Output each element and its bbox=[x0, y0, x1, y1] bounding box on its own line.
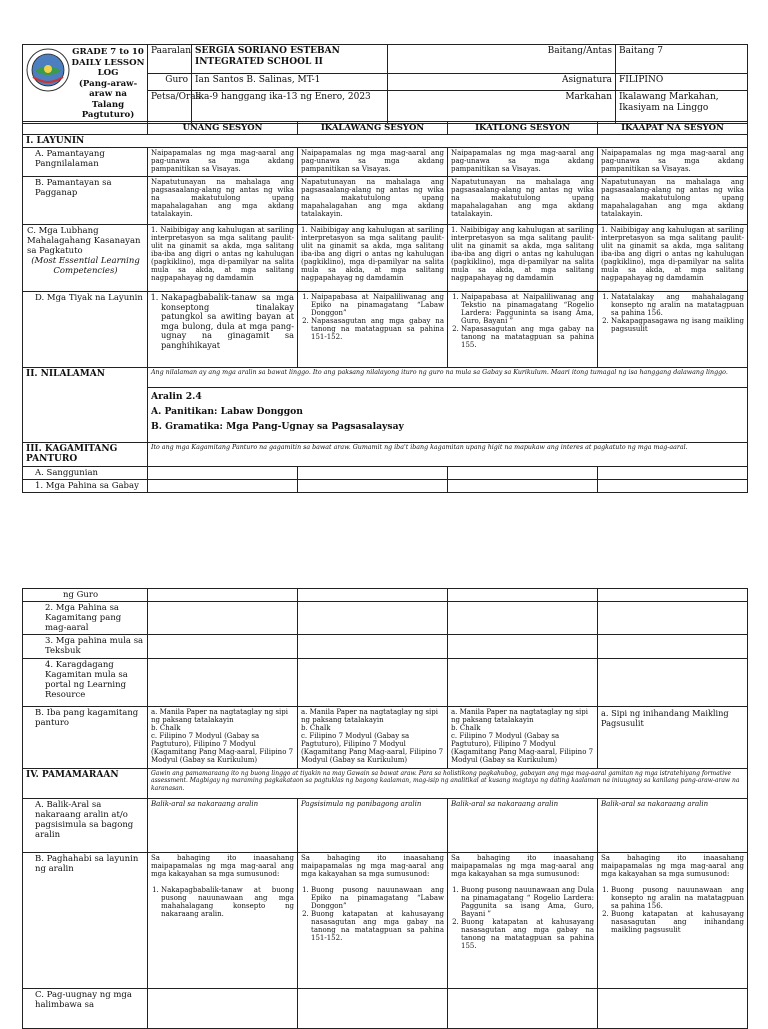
empty-cell bbox=[148, 589, 298, 602]
paghahabi-session-3 bbox=[448, 853, 598, 989]
section-heading-nilalaman: II. NILALAMAN bbox=[23, 368, 148, 443]
empty-cell bbox=[448, 602, 598, 635]
empty-cell bbox=[148, 659, 298, 707]
paghahabi-intro: Sa bahaging ito inaasahang maipapamalas ng mga mag-aaral ang mga kakayahan sa mga sumusunod: bbox=[151, 854, 294, 878]
paaralan-value: SERGIA SORIANO ESTEBAN INTEGRATED SCHOOL II bbox=[192, 45, 388, 74]
empty-cell bbox=[448, 659, 598, 707]
list-item: 1. Natatalakay ang mahahalagang konsepto ng aralin na matatagpuan sa pahina 156. bbox=[611, 293, 744, 317]
empty-cell bbox=[448, 989, 598, 1029]
row-label-gabay-cont: ng Guro bbox=[23, 589, 148, 602]
cell-text: Balik-aral sa nakaraang aralin bbox=[448, 799, 598, 853]
empty-cell bbox=[148, 989, 298, 1029]
header-title-cell bbox=[23, 45, 148, 124]
header-title-line: (Pang-araw-araw na bbox=[78, 78, 138, 99]
header-table bbox=[22, 44, 748, 124]
pamamaraan-note: Gawin ang pamamaraang ito ng buong linggo at tiyakin na may Gawain sa bawat araw. Para sa holistikong pagkahubog, gabayan ang mga mag-aaral gamitan ng mga istratehiyang formative assessment. Magbigay ng maraming pagkakataon sa pagtuklas ng bagong kaalaman, mag-isip ng analitikal at kusang magtaya ng dating kaalaman na iniuugnay sa kanilang pang-araw-araw na karanasan. bbox=[148, 769, 748, 799]
cell-text: Balik-aral sa nakaraang aralin bbox=[598, 799, 748, 853]
guro-label: Guro bbox=[148, 74, 192, 90]
section-heading-pamamaraan: IV. PAMAMARAAN bbox=[23, 769, 148, 799]
paghahabi-session-2 bbox=[298, 853, 448, 989]
header-title-line: GRADE 7 to 10 bbox=[72, 47, 144, 57]
melc-label: C. Mga Lubhang Mahalagahang Kasanayan sa Pagkatuto bbox=[27, 226, 141, 256]
paghahabi-intro: Sa bahaging ito inaasahang maipapamalas ng mga mag-aaral ang mga kakayahan sa mga sumusunod: bbox=[601, 854, 744, 878]
header-title-line: Talang Pagtuturo) bbox=[81, 99, 135, 120]
empty-cell bbox=[298, 467, 448, 480]
empty-cell bbox=[298, 602, 448, 635]
empty-cell bbox=[148, 480, 298, 493]
list-item: 2. Nakapagpasagawa ng isang maikling pagsusulit bbox=[611, 317, 744, 333]
petsa-label: Petsa/Oras bbox=[148, 90, 192, 123]
empty-cell bbox=[298, 635, 448, 659]
column-header: IKATLONG SESYON bbox=[448, 122, 598, 135]
paghahabi-intro: Sa bahaging ito inaasahang maipapamalas ng mga mag-aaral ang mga kakayahan sa mga sumusunod: bbox=[301, 854, 444, 878]
cell-text: Naipapamalas ng mga mag-aaral ang pag-unawa sa mga akdang pampanitikan sa Visayas. bbox=[298, 148, 448, 177]
empty-cell bbox=[598, 480, 748, 493]
cell-text: Naipapamalas ng mga mag-aaral ang pag-unawa sa mga akdang pampanitikan sa Visayas. bbox=[448, 148, 598, 177]
empty-cell bbox=[298, 589, 448, 602]
empty-cell bbox=[598, 659, 748, 707]
row-label-pag-uugnay: C. Pag-uugnay ng mga halimbawa sa bbox=[23, 989, 148, 1029]
cell-text: Napatutunayan na mahalaga ang pagsasaalang-alang ng antas ng wika na makatutulong upang mapahalagahan ang mga akdang tatalakayin. bbox=[448, 177, 598, 225]
cell-text: a. Sipi ng inihandang Maikling Pagsusulit bbox=[598, 707, 748, 769]
list-item: 1. Nakapagbabalik-tanaw at buong pusong nauunawaan ang mga mahahalagang konsepto ng nakaraang aralin. bbox=[161, 886, 294, 918]
cell-text: Naipapamalas ng mga mag-aaral ang pag-unawa sa mga akdang pampanitikan sa Visayas. bbox=[598, 148, 748, 177]
cell-text: a. Manila Paper na nagtataglay ng sipi ng paksang tatalakayin b. Chalk c. Filipino 7 Modyul (Gabay sa Pagtuturo), Filipino 7 Modyul (Kagamitang Pang Mag-aaral, Filipino 7 Modyul (Gabay sa Kurikulum) bbox=[148, 707, 298, 769]
list-item: 1. Naipapabasa at Naipaliliwanag ang Epiko na pinamagatang “Labaw Donggon” bbox=[311, 293, 444, 317]
objectives-session-2 bbox=[298, 292, 448, 368]
cell-text: Pagsisimula ng panibagong aralin bbox=[298, 799, 448, 853]
cell-text: Napatutunayan na mahalaga ang pagsasaalang-alang ng antas ng wika na makatutulong upang mapahalagahan ang mga akdang tatalakayin. bbox=[598, 177, 748, 225]
cell-text: Napatutunayan na mahalaga ang pagsasaalang-alang ng antas ng wika na makatutulong upang mapahalagahan ang mga akdang tatalakayin. bbox=[148, 177, 298, 225]
empty-cell bbox=[448, 589, 598, 602]
list-item: 2. Napasasagutan ang mga gabay na tanong na matatagpuan sa pahina 155. bbox=[461, 325, 594, 349]
row-label-pamantayang-pangnilalaman: A. Pamantayang Pangnilalaman bbox=[23, 148, 148, 177]
empty-cell bbox=[598, 602, 748, 635]
empty-cell bbox=[148, 467, 298, 480]
guro-value: Ian Santos B. Salinas, MT-1 bbox=[192, 74, 388, 90]
row-label-balik-aral: A. Balik-Aral sa nakaraang aralin at/o pagsisimula sa bagong aralin bbox=[23, 799, 148, 853]
panitikan-title: A. Panitikan: Labaw Donggon bbox=[151, 406, 303, 417]
empty-cell bbox=[598, 589, 748, 602]
row-label-teksbuk: 3. Mga pahina mula sa Teksbuk bbox=[23, 635, 148, 659]
cell-text: 1. Naibibigay ang kahulugan at sariling interpretasyon sa mga salitang paulit-ulit na ginamit sa akda, mga salitang iba-iba ang digri o antas ng kahulugan (pagkiklino), mga di-pamilyar na salita mula sa akda, at mga salitang nagpapahayag ng damdamin bbox=[448, 225, 598, 292]
empty-cell bbox=[148, 635, 298, 659]
paghahabi-intro: Sa bahaging ito inaasahang maipapamalas ng mga mag-aaral ang mga kakayahan sa mga sumusunod: bbox=[451, 854, 594, 878]
header-title-line: DAILY LESSON bbox=[71, 57, 145, 68]
markahan-value: Ikalawang Markahan, Ikasiyam na Linggo bbox=[616, 90, 748, 123]
paghahabi-session-1 bbox=[148, 853, 298, 989]
row-label-learning-resource: 4. Karagdagang Kagamitan mula sa portal ng Learning Resource bbox=[23, 659, 148, 707]
list-item: 2. Napasasagutan ang mga gabay na tanong na matatagpuan sa pahina 151-152. bbox=[311, 317, 444, 341]
section-heading-layunin: I. LAYUNIN bbox=[23, 135, 748, 148]
baitang-value: Baitang 7 bbox=[616, 45, 748, 74]
cell-text: a. Manila Paper na nagtataglay ng sipi ng paksang tatalakayin b. Chalk c. Filipino 7 Modyul (Gabay sa Pagtuturo), Filipino 7 Modyul (Kagamitang Pang Mag-aaral, Filipino 7 Modyul (Gabay sa Kurikulum) bbox=[298, 707, 448, 769]
cell-text: 1. Naibibigay ang kahulugan at sariling interpretasyon sa mga salitang paulit-ulit na ginamit sa akda, mga salitang iba-iba ang digri o antas ng kahulugan (pagkiklino), mga di-pamilyar na salita mula sa akda, at mga salitang nagpapahayag ng damdamin bbox=[598, 225, 748, 292]
empty-cell bbox=[448, 467, 598, 480]
row-label-pamantayan-sa-pagganap: B. Pamantayan sa Pagganap bbox=[23, 177, 148, 225]
row-label-tiyak-na-layunin: D. Mga Tiyak na Layunin bbox=[23, 292, 148, 368]
cell-text: 1. Naibibigay ang kahulugan at sariling interpretasyon sa mga salitang paulit-ulit na ginamit sa akda, mga salitang iba-iba ang digri o antas ng kahulugan (pagkiklino), mga di-pamilyar na salita mula sa akda, at mga salitang nagpapahayag ng damdamin bbox=[148, 225, 298, 292]
melc-sublabel: (Most Essential Learning Competencies) bbox=[31, 256, 140, 276]
row-label-kagamitang-pang-mag-aaral: 2. Mga Pahina sa Kagamitang pang mag-aaral bbox=[23, 602, 148, 635]
paaralan-label: Paaralan bbox=[148, 45, 192, 74]
nilalaman-note: Ang nilalaman ay ang mga aralin sa bawat linggo. Ito ang paksang nilalayong ituro ng guro na mula sa Gabay sa Kurikulum. Maari itong tumagal ng isa hanggang dalawang linggo. bbox=[148, 368, 748, 388]
list-item: 1. Nakapagbabalik-tanaw sa mga konseptong tinalakay patungkol sa awiting bayan at mga bulong, dula at mga pang-ugnay na ginagamit sa panghihikayat bbox=[161, 293, 294, 351]
cell-text: a. Manila Paper na nagtataglay ng sipi ng paksang tatalakayin b. Chalk c. Filipino 7 Modyul (Gabay sa Pagtuturo), Filipino 7 Modyul (Kagamitang Pang Mag-aaral, Filipino 7 Modyul (Gabay sa Kurikulum) bbox=[448, 707, 598, 769]
column-header: IKAAPAT NA SESYON bbox=[598, 122, 748, 135]
header-title-line: LOG bbox=[97, 68, 119, 78]
list-item: 1. Buong pusong nauunawaan ang konsepto ng aralin na matatagpuan sa pahina 156. bbox=[611, 886, 744, 910]
row-label-melc bbox=[23, 225, 148, 292]
nilalaman-content bbox=[148, 388, 748, 443]
markahan-label: Markahan bbox=[388, 90, 616, 123]
row-label-iba-pang-kagamitan: B. Iba pang kagamitang panturo bbox=[23, 707, 148, 769]
lesson-table-page-1 bbox=[22, 121, 748, 493]
paghahabi-session-4 bbox=[598, 853, 748, 989]
petsa-value: Ika-9 hanggang ika-13 ng Enero, 2023 bbox=[192, 90, 388, 123]
empty-cell bbox=[448, 635, 598, 659]
empty-cell bbox=[298, 659, 448, 707]
list-item: 2. Buong katapatan at kahusayang nasasagutan ang mga gabay na tanong na matatagpuan sa pahina 155. bbox=[461, 918, 594, 950]
empty-cell bbox=[298, 989, 448, 1029]
kagamitan-note: Ito ang mga Kagamitang Panturo na gagamitin sa bawat araw. Gumamit ng iba't ibang kagamitan upang higit na mapukaw ang interes at pagkatuto ng mga mag-aaral. bbox=[148, 443, 748, 467]
objectives-session-4 bbox=[598, 292, 748, 368]
cell-text: Naipapamalas ng mga mag-aaral ang pag-unawa sa mga akdang pampanitikan sa Visayas. bbox=[148, 148, 298, 177]
empty-cell bbox=[448, 480, 598, 493]
list-item: 1. Buong pusong nauunawaan ang Epiko na pinamagatang “Labaw Donggon” bbox=[311, 886, 444, 910]
row-label-paghahabi: B. Paghahabi sa layunin ng aralin bbox=[23, 853, 148, 989]
column-header: IKALAWANG SESYON bbox=[298, 122, 448, 135]
gramatika-title: B. Gramatika: Mga Pang-Ugnay sa Pagsasalaysay bbox=[151, 421, 404, 432]
deped-logo bbox=[25, 47, 71, 93]
cell-text: Napatutunayan na mahalaga ang pagsasaalang-alang ng antas ng wika na makatutulong upang mapahalagahan ang mga akdang tatalakayin. bbox=[298, 177, 448, 225]
row-label-pahina-gabay: 1. Mga Pahina sa Gabay bbox=[23, 480, 148, 493]
column-header: UNANG SESYON bbox=[148, 122, 298, 135]
list-item: 2. Buong katapatan at kahusayang nasasagutan ang inihandang maikling pagsusulit bbox=[611, 910, 744, 934]
empty-cell bbox=[23, 122, 148, 135]
list-item: 2. Buong katapatan at kahusayang nasasagutan ang mga gabay na tanong na matatagpuan sa pahina 151-152. bbox=[311, 910, 444, 942]
objectives-session-3 bbox=[448, 292, 598, 368]
empty-cell bbox=[598, 467, 748, 480]
row-label-sanggunian: A. Sanggunian bbox=[23, 467, 148, 480]
empty-cell bbox=[598, 635, 748, 659]
section-heading-kagamitan: III. KAGAMITANG PANTURO bbox=[23, 443, 148, 467]
lesson-table-page-2 bbox=[22, 588, 748, 1029]
empty-cell bbox=[298, 480, 448, 493]
objectives-session-1 bbox=[148, 292, 298, 368]
list-item: 1. Naipapabasa at Naipaliliwanag ang Tekstio na pinamagatang “Rogelio Lardera: Pagguninta sa isang Ama, Guro, Bayani ” bbox=[461, 293, 594, 325]
list-item: 1. Buong pusong nauunawaan ang Dula na pinamagatang “ Rogelio Lardera: Paggunita sa isang Ama, Guro, Bayani ” bbox=[461, 886, 594, 918]
aralin-title: Aralin 2.4 bbox=[151, 391, 202, 402]
empty-cell bbox=[148, 602, 298, 635]
cell-text: Balik-aral sa nakaraang aralin bbox=[148, 799, 298, 853]
empty-cell bbox=[598, 989, 748, 1029]
asignatura-label: Asignatura bbox=[388, 74, 616, 90]
asignatura-value: FILIPINO bbox=[616, 74, 748, 90]
cell-text: 1. Naibibigay ang kahulugan at sariling interpretasyon sa mga salitang paulit-ulit na ginamit sa akda, mga salitang iba-iba ang digri o antas ng kahulugan (pagkiklino), mga di-pamilyar na salita mula sa akda, at mga salitang nagpapahayag ng damdamin bbox=[298, 225, 448, 292]
baitang-label: Baitang/Antas bbox=[388, 45, 616, 74]
